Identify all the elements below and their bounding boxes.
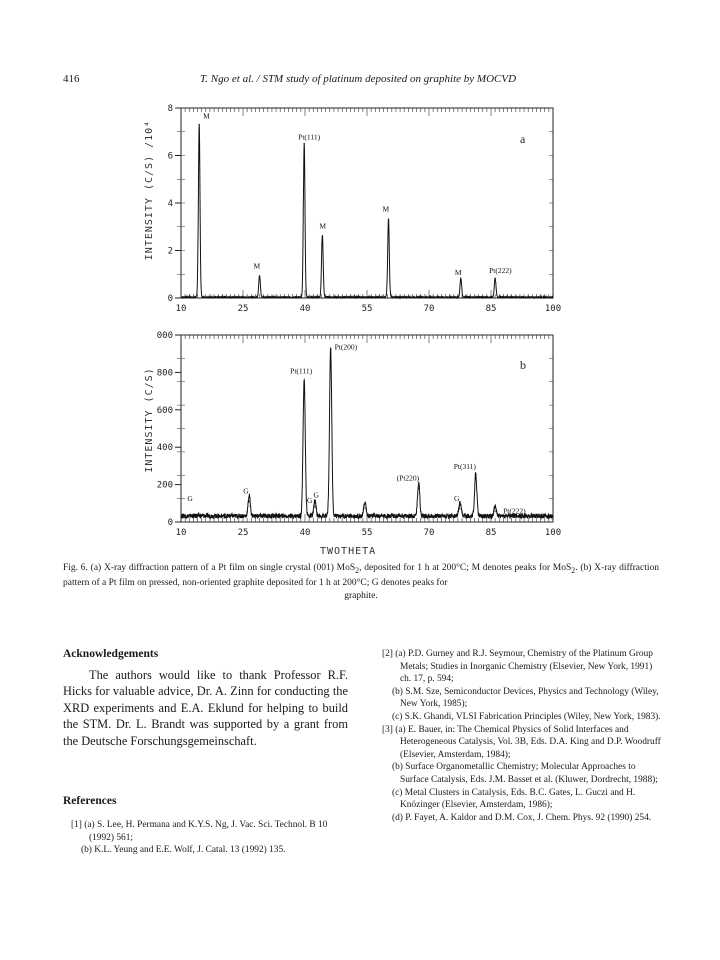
x-tick-label: 85	[485, 304, 497, 314]
x-tick-label: 70	[423, 528, 435, 538]
acknowledgements-text: The authors would like to thank Professor R.F. Hicks for valuable advice, Dr. A. Zinn for conducting the XRD experiments and E.A. Eklund for helping to build the STM. Dr. L. Brandt was supported by a grant from the Deutsche Forschungsgemeinschaft.	[63, 668, 348, 748]
caption-text: , deposited for 1 h at 200°C; M denotes peaks for MoS	[359, 563, 572, 573]
reference-item: (d) P. Fayet, A. Kaldor and D.M. Cox, J. Chem. Phys. 92 (1990) 254.	[392, 812, 652, 823]
reference-item: (b) Surface Organometallic Chemistry; Molecular Approaches to Surface Catalysis, Eds. J.M. Basset et al. (Kluwer, Dordrecht, 1988);	[392, 762, 658, 785]
peak-point	[249, 501, 250, 502]
reference-item: [2] (a) P.D. Gurney and R.J. Seymour, Chemistry of the Platinum Group Metals; Studies in Inorganic Chemistry (Elsevier, New York, 1991) ch. 17, p. 594;	[382, 649, 653, 685]
y-tick-label: 200	[156, 480, 173, 491]
peak-annotation: G	[306, 496, 313, 506]
references-list-right	[374, 648, 664, 824]
x-tick-label: 25	[237, 528, 249, 538]
caption-text: Fig. 6. (a) X-ray diffraction pattern of a Pt film on single crystal (001) MoS	[63, 563, 356, 573]
running-title: T. Ngo et al. / STM study of platinum deposited on graphite by MOCVD	[200, 73, 517, 85]
xrd-chart-b	[0, 325, 720, 547]
y-tick-label: 600	[156, 405, 173, 416]
y-tick-label: 000	[156, 331, 173, 341]
peak-annotation: Pt(111)	[290, 366, 313, 376]
reference-item: (b) K.L. Yeung and E.E. Wolf, J. Catal. 13 (1992) 135.	[81, 845, 286, 856]
peak-point	[304, 143, 305, 144]
reference-item: [1] (a) S. Lee, H. Permana and K.Y.S. Ng, J. Vac. Sci. Technol. B 10 (1992) 561;	[71, 820, 328, 843]
peak-annotation: Pt(111)	[298, 132, 321, 142]
y-tick-label: 400	[156, 443, 173, 454]
references-list-left	[63, 819, 353, 857]
y-tick-label: 0	[167, 294, 173, 304]
peak-annotation: M	[203, 111, 210, 121]
peak-annotation: Pt(222)	[503, 506, 526, 516]
x-tick-label: 70	[423, 304, 435, 314]
peak-annotation: (Pt220)	[396, 473, 420, 483]
peak-annotation: M	[253, 261, 261, 271]
peak-annotation: Pt(200)	[334, 342, 358, 352]
peak-point	[495, 511, 496, 512]
peak-point	[314, 506, 315, 507]
x-tick-label: 100	[544, 304, 562, 314]
y-tick-label: 8	[167, 104, 173, 114]
caption-subscript: 2	[571, 565, 576, 575]
reference-item: (c) Metal Clusters in Catalysis, Eds. B.C. Gates, L. Guczi and H. Knözinger (Elsevier, Amsterdam, 1986);	[392, 787, 636, 811]
peak-point	[304, 385, 305, 386]
y-tick-label: 0	[167, 518, 173, 528]
peak-annotation: G	[487, 511, 493, 521]
peak-annotation: M	[454, 268, 462, 277]
figure-caption	[63, 562, 659, 603]
peak-annotation: Pt(222)	[489, 266, 512, 275]
xrd-chart-a	[0, 95, 720, 320]
reference-item: (b) S.M. Sze, Semiconductor Devices, Physics and Technology (Wiley, New York, 1985);	[392, 686, 659, 710]
peak-point	[418, 488, 419, 489]
y-tick-label: 2	[167, 246, 173, 257]
peak-annotation: M	[319, 221, 327, 231]
peak-annotation: Pt(311)	[453, 461, 476, 471]
peak-point	[322, 236, 323, 237]
x-tick-label: 40	[299, 528, 311, 538]
caption-last-line: graphite.	[344, 590, 378, 601]
peak-annotation: G	[454, 493, 460, 503]
caption-text: . (b) X-ray diffraction pattern of a Pt film on pressed, non-oriented graphite deposited for 1 h at 200°C; G denotes peaks for	[63, 563, 659, 588]
x-tick-label: 40	[299, 304, 311, 314]
peak-point	[199, 124, 200, 125]
x-axis-title: TWOTHETA	[320, 546, 377, 557]
minor-ticks-y	[177, 335, 553, 522]
x-tick-label: 55	[361, 528, 373, 538]
peak-point	[495, 278, 496, 279]
plot-frame	[181, 335, 553, 522]
reference-item: [3] (a) E. Bauer, in: The Chemical Physics of Solid Interfaces and Heterogeneous Catalysis, Vol. 3B, Eds. D.A. King and D.P. Woodruff (Elsevier, Amsterdam, 1984);	[382, 724, 661, 760]
reference-item: (c) S.K. Ghandi, VLSI Fabrication Principles (Wiley, New York, 1983).	[392, 711, 661, 722]
x-tick-label: 25	[237, 304, 249, 314]
y-tick-label: 6	[167, 151, 173, 162]
page-number: 416	[63, 73, 80, 85]
y-tick-label: 800	[156, 368, 173, 379]
peak-annotation: G	[313, 490, 319, 500]
y-tick-label: 4	[167, 199, 173, 209]
peak-annotation: G	[187, 493, 193, 503]
peak-point	[475, 478, 476, 479]
y-axis-label: INTENSITY (C/S)	[144, 367, 155, 473]
y-axis-label: INTENSITY (C/S) /10⁴	[144, 119, 155, 261]
x-tick-label: 10	[175, 528, 187, 538]
peak-point	[460, 278, 461, 279]
minor-ticks-x	[181, 335, 553, 522]
x-tick-label: 10	[175, 304, 187, 314]
references-heading: References	[63, 795, 117, 807]
peak-annotation: G	[243, 486, 249, 496]
peak-annotation: M	[382, 204, 390, 214]
diffraction-trace	[181, 348, 553, 519]
x-tick-label: 100	[544, 528, 562, 538]
acknowledgements-heading: Acknowledgements	[63, 648, 159, 660]
caption-subscript: 2	[355, 565, 360, 575]
peak-point	[330, 353, 331, 354]
peak-point	[459, 508, 460, 509]
peak-point	[388, 219, 389, 220]
x-tick-label: 85	[485, 528, 497, 538]
peak-point	[259, 276, 260, 277]
panel-label: b	[520, 358, 526, 372]
panel-label: a	[520, 132, 526, 146]
x-tick-label: 55	[361, 304, 373, 314]
peak-point	[364, 507, 365, 508]
